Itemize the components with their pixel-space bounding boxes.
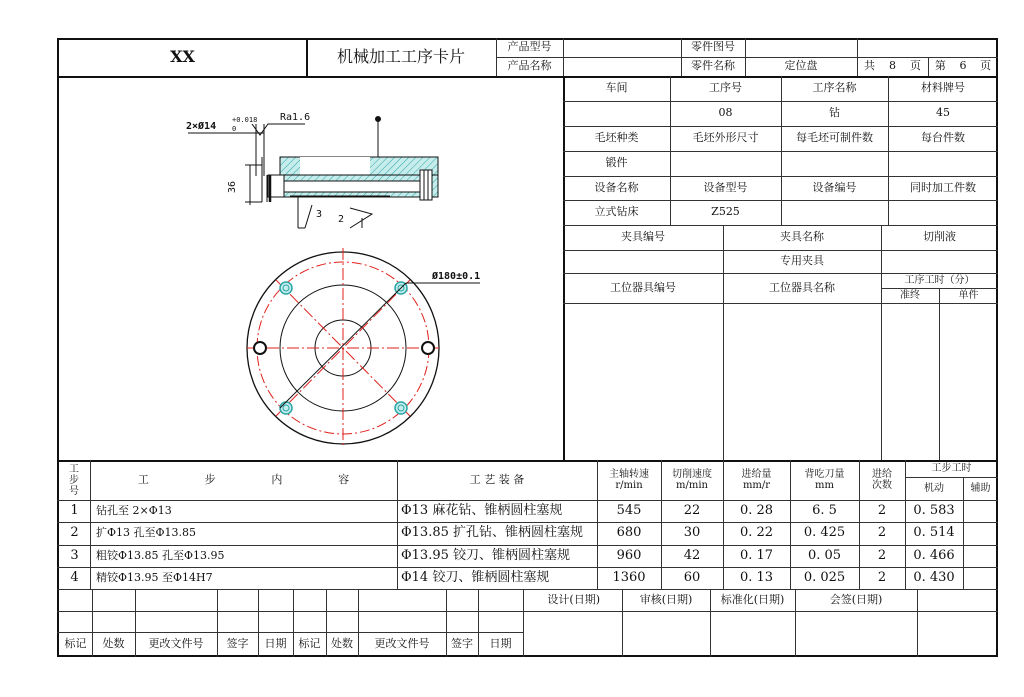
total-pages: 共 8 页 (864, 59, 921, 73)
rev-date-2: 日期 (489, 637, 512, 651)
diameter-dimension: Ø180±0.1 (432, 270, 481, 282)
fixture-name-value: 专用夹具 (780, 254, 824, 268)
step-no-header: 工步号 (69, 463, 79, 497)
coolant-label: 切削液 (923, 230, 956, 244)
feed-header: 进给量 mm/r (741, 469, 772, 491)
per-blank-label: 每毛坯可制件数 (796, 131, 873, 145)
step-1-spindle: 545 (616, 502, 642, 518)
step-2-depth: 0. 425 (803, 525, 846, 541)
part-name-label: 零件名称 (691, 59, 735, 73)
rev-count-1: 处数 (102, 637, 125, 651)
spindle-header: 主轴转速 r/min (609, 469, 649, 491)
step-3-passes: 2 (877, 547, 887, 563)
step-2-no: 2 (70, 525, 79, 541)
step-4-machine: 0. 430 (913, 569, 955, 585)
process-time-label: 工序工时（分） (904, 275, 975, 286)
section-view (188, 117, 438, 229)
step-1-depth: 6. 5 (812, 502, 837, 518)
workshop-label: 车间 (605, 81, 628, 95)
hole-dimension: 2×Ø14 (186, 120, 217, 132)
standard-signoff: 标准化(日期) (720, 592, 785, 606)
rev-sign-2: 签字 (451, 637, 473, 651)
rev-date-1: 日期 (264, 637, 287, 651)
step-3-depth: 0. 05 (807, 547, 842, 563)
step-4-passes: 2 (877, 569, 887, 585)
step-1-equipment: Φ13 麻花钻、锥柄圆柱塞规 (401, 502, 563, 518)
step-1-feed: 0. 28 (739, 502, 774, 518)
aux-time-header: 辅助 (970, 483, 991, 494)
step-1-speed: 22 (683, 502, 701, 518)
depth-header: 背吃刀量 mm (804, 469, 845, 491)
step-4-depth: 0. 025 (803, 569, 846, 585)
fixture-name-label: 夹具名称 (780, 230, 824, 244)
dimension-3: 3 (316, 208, 323, 220)
part-name-value: 定位盘 (784, 59, 818, 73)
step-content-header: 工 步 内 容 (137, 472, 350, 486)
station-tool-name-label: 工位器具名称 (769, 280, 835, 294)
company-name: XX (170, 47, 195, 67)
page-number: 第 6 页 (934, 59, 992, 73)
blank-type-value: 锻件 (605, 156, 628, 170)
step-3-feed: 0. 17 (739, 547, 774, 563)
fixture-no-label: 夹具编号 (621, 230, 665, 244)
part-no-label: 零件图号 (691, 40, 735, 54)
passes-header: 进给 次数 (872, 469, 892, 491)
step-4-spindle: 1360 (612, 569, 646, 585)
step-3-equipment: Φ13.95 铰刀、锥柄圆柱塞规 (401, 547, 571, 563)
process-name-value: 钻 (829, 106, 840, 120)
step-3-spindle: 960 (616, 547, 642, 563)
step-2-machine: 0. 514 (913, 525, 955, 541)
height-dimension: 36 (226, 180, 238, 194)
material-label: 材料牌号 (921, 81, 965, 95)
step-2-feed: 0. 22 (739, 525, 774, 541)
step-4-content: 精铰Φ13.95 至Φ14H7 (96, 570, 213, 584)
step-3-no: 3 (70, 547, 79, 563)
design-signoff: 设计(日期) (547, 592, 600, 606)
cut-speed-header: 切削速度 m/min (672, 469, 712, 491)
step-3-content: 粗铰Φ13.85 孔至Φ13.95 (96, 548, 225, 562)
rev-count-2: 处数 (331, 637, 353, 651)
step-1-content: 钻孔至 2×Φ13 (96, 503, 172, 517)
product-model-label: 产品型号 (507, 40, 552, 54)
rev-sign-1: 签字 (226, 637, 249, 651)
step-2-passes: 2 (877, 525, 887, 541)
station-tool-no-label: 工位器具编号 (610, 280, 676, 294)
step-3-machine: 0. 466 (913, 547, 955, 563)
countersign-signoff: 会签(日期) (829, 592, 883, 606)
review-signoff: 审核(日期) (639, 592, 693, 606)
roughness-label: Ra1.6 (280, 111, 311, 123)
tolerance-upper: +0.018 (232, 116, 258, 125)
step-1-machine: 0. 583 (913, 502, 955, 518)
step-time-header: 工步工时 (931, 463, 972, 474)
prep-time-label: 准终 (900, 290, 920, 301)
tolerance-lower: 0 (232, 125, 237, 134)
equip-model-label: 设备型号 (703, 180, 748, 194)
unit-time-label: 单件 (958, 290, 979, 301)
step-2-equipment: Φ13.85 扩孔钻、锥柄圆柱塞规 (401, 525, 584, 541)
step-4-feed: 0. 13 (739, 569, 774, 585)
step-4-equipment: Φ14 铰刀、锥柄圆柱塞规 (401, 569, 550, 585)
rev-mark-2: 标记 (298, 637, 321, 651)
equipment-header: 工 艺 装 备 (469, 472, 525, 486)
rev-doc-2: 更改文件号 (374, 637, 430, 651)
process-no-label: 工序号 (709, 81, 742, 95)
simul-label: 同时加工件数 (910, 180, 976, 194)
equip-name-label: 设备名称 (594, 180, 639, 194)
per-machine-label: 每台件数 (921, 131, 965, 145)
machine-time-header: 机动 (924, 483, 944, 494)
step-4-speed: 60 (683, 569, 701, 585)
process-name-label: 工序名称 (812, 81, 857, 95)
dimension-2: 2 (338, 213, 345, 225)
card-title: 机械加工工序卡片 (336, 47, 465, 67)
rev-mark-1: 标记 (64, 637, 87, 651)
step-3-speed: 42 (683, 547, 701, 563)
rev-doc-1: 更改文件号 (148, 637, 204, 651)
process-no-value: 08 (718, 106, 733, 120)
step-1-passes: 2 (877, 502, 887, 518)
step-2-speed: 30 (683, 525, 701, 541)
step-1-no: 1 (70, 502, 79, 518)
equip-model-value: Z525 (711, 205, 740, 219)
step-2-content: 扩Φ13 孔至Φ13.85 (96, 526, 197, 540)
material-value: 45 (936, 106, 950, 120)
blank-type-label: 毛坯种类 (594, 131, 639, 145)
product-name-label: 产品名称 (507, 59, 552, 73)
equip-no-label: 设备编号 (812, 180, 857, 194)
equip-name-value: 立式钻床 (594, 205, 639, 219)
blank-size-label: 毛坯外形尺寸 (692, 131, 759, 145)
step-4-no: 4 (70, 569, 79, 585)
step-2-spindle: 680 (616, 525, 642, 541)
